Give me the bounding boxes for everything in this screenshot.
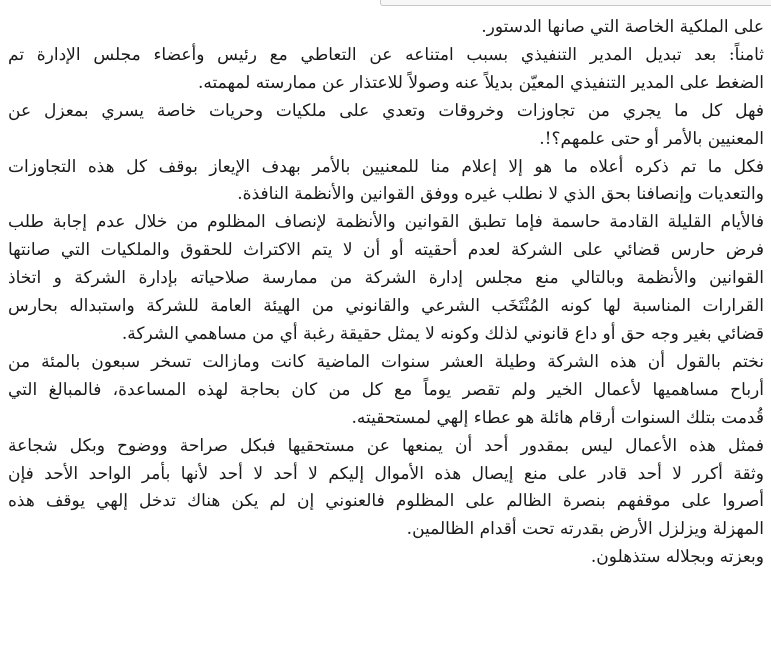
paragraph xyxy=(8,209,764,349)
paragraph xyxy=(8,544,764,572)
text-line: المعنيين بالأمر أو حتى علمهم؟!. xyxy=(539,128,764,149)
text-line: القرارات المناسبة لها كونه المُنْتَخَب الشرعي والقانوني من الهيئة العامة للشركة واستبداله بحارس xyxy=(8,296,764,317)
text-line: وثقة أكرر لا أحد قادر على منع إيصال هذه الأموال إليكم لا أحد لا أحد لأنها بأمر الواحد الأحد فإن xyxy=(8,463,764,484)
text-line: فكل ما تم ذكره أعلاه ما هو إلا إعلام منا للمعنيين بالأمر بهدف الإيعاز بوقف كل هذه التجاوزات xyxy=(8,156,764,177)
paragraph xyxy=(8,433,764,545)
text-line: فالأيام القليلة القادمة حاسمة فإما تطبق القوانين والأنظمة لإنصاف المظلوم من خلال عدم إجابة طلب xyxy=(8,212,764,233)
paragraph xyxy=(8,154,764,210)
text-line: والتعديات وإنصافنا بحق الذي لا نطلب غيره ووفق القوانين والأنظمة النافذة. xyxy=(237,184,764,205)
paragraph xyxy=(8,98,764,154)
text-line: قُدمت بتلك السنوات أرقام هائلة هو عطاء إلهي لمستحقيته. xyxy=(351,407,764,428)
paragraph xyxy=(8,42,764,98)
text-line: أرباح مساهميها لأعمال الخير ولم تقصر يوماً مع كل من كان بحاجة لهذه المساعدة، فالمبالغ التي xyxy=(8,379,764,400)
text-line: فهل كل ما يجري من تجاوزات وخروقات وتعدي على ملكيات وحريات خاصة يسري بمعزل عن xyxy=(8,100,764,121)
text-line: الضغط على المدير التنفيذي المعيّن بديلاً عنه وصولاً للاعتذار عن ممارسته لمهمته. xyxy=(198,72,764,93)
text-line: نختم بالقول أن هذه الشركة وطيلة العشر سنوات الماضية كانت ومازالت تسخر سبعون بالمئة من xyxy=(8,351,764,372)
text-line: وبعزته وبجلاله ستذهلون. xyxy=(590,547,764,568)
document-body xyxy=(8,14,764,572)
text-line: أصروا على موقفهم بنصرة الظالم على المظلوم فالعنوني إن لم يكن هناك تدخل إلهي يوقف هذه xyxy=(8,491,764,512)
text-line: القوانين والأنظمة وبالتالي منع مجلس إدارة الشركة من ممارسة صلاحياته بإدارة الشركة و اتخاذ xyxy=(8,268,764,289)
text-line: على الملكية الخاصة التي صانها الدستور. xyxy=(481,17,764,37)
frame-border xyxy=(380,0,771,6)
text-line: فمثل هذه الأعمال ليس بمقدور أحد أن يمنعها عن مستحقيها فبكل صراحة ووضوح وبكل شجاعة xyxy=(8,435,764,456)
text-line: ثامناً: بعد تبديل المدير التنفيذي بسبب امتناعه عن التعاطي مع رئيس وأعضاء مجلس الإدارة تم xyxy=(8,44,764,65)
paragraph xyxy=(8,14,764,42)
top-frame-edge xyxy=(0,0,771,8)
paragraph xyxy=(8,349,764,433)
text-line: المهزلة ويزلزل الأرض بقدرته تحت أقدام الظالمين. xyxy=(406,519,764,540)
text-line: فرض حارس قضائي على الشركة لعدم أحقيته أو أن لا يتم الاكتراث للحقوق والملكيات التي صانتها xyxy=(8,240,764,261)
text-line: قضائي بغير وجه حق أو داع قانوني لذلك وكونه لا يمثل حقيقة رغبة أي من مساهمي الشركة. xyxy=(121,323,764,344)
